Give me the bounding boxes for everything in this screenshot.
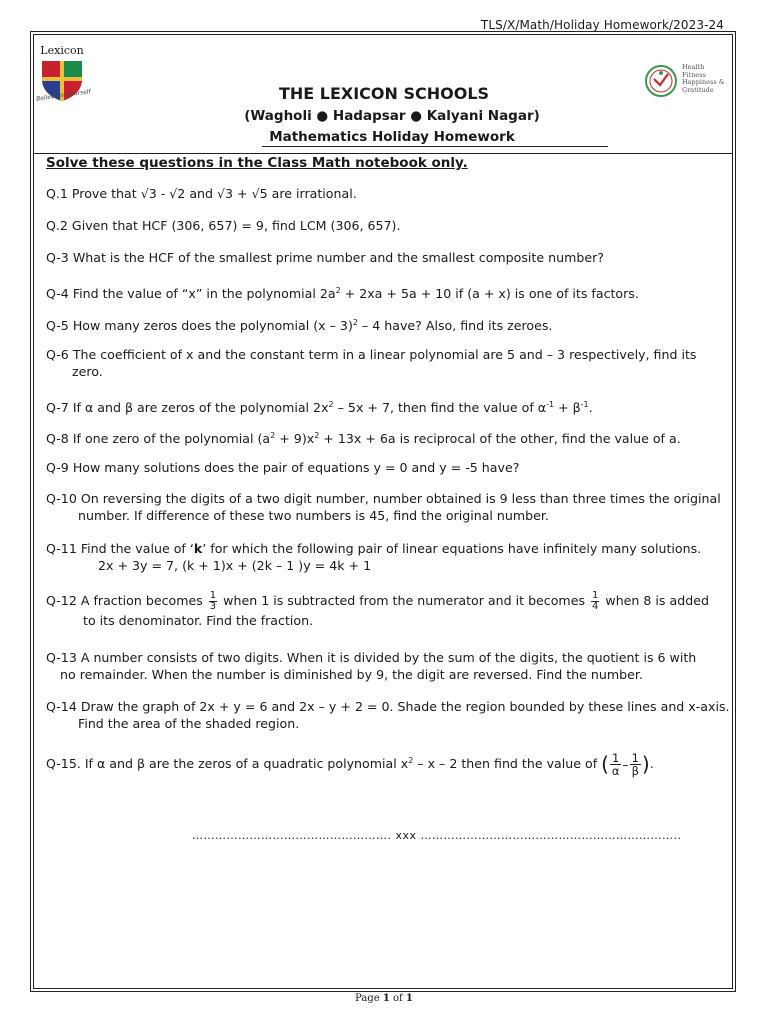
question-7: Q-7 If α and β are zeros of the polynomial $2x^2 - 5x + 7$, then find the value of $\alpha^{-1} + \beta^{-1}$. xyxy=(46,400,593,416)
fraction-one-over-beta: $\frac{1}{\beta}$ xyxy=(631,751,639,779)
school-branches: (Wagholi ● Hadapsar ● Kalyani Nagar) xyxy=(244,108,540,124)
wellness-badge-text: Health Fitness Happiness & Gratitude xyxy=(682,63,725,94)
question-10: Q-10 On reversing the digits of a two digit number, number obtained is 9 less than three times the original number. If difference of these two numbers is 45, find the original number. xyxy=(46,491,721,523)
question-14: Q-14 Draw the graph of 2x + y = 6 and 2x – y + 2 = 0. Shade the region bounded by these lines and x-axis. Find the area of the shaded region. xyxy=(46,699,730,731)
question-11: Q-11 Find the value of ‘k’ for which the following pair of linear equations have infinitely many solutions. 2x + 3y = 7, (k + 1)x + (2k – 1 )y = 4k + 1 xyxy=(46,541,702,573)
question-5: Q-5 How many zeros does the polynomial (x – 3)$^2$ – 4 have? Also, find its zeroes. xyxy=(46,318,553,334)
document-reference-code: TLS/X/Math/Holiday Homework/2023-24 xyxy=(480,18,724,32)
fraction-one-fourth: $\frac{1}{4}$ xyxy=(592,590,599,612)
logo-wordmark: Lexicon xyxy=(40,44,84,57)
question-2: Q.2 Given that HCF (306, 657) = 9, find LCM (306, 657). xyxy=(46,218,401,233)
page-footer: Page 1 of 1 xyxy=(355,993,413,1004)
header-divider xyxy=(34,153,732,154)
question-1: Q.1 Prove that √3 - √2 and √3 + √5 are irrational. xyxy=(46,186,357,201)
question-9: Q-9 How many solutions does the pair of equations y = 0 and y = -5 have? xyxy=(46,460,520,475)
school-name: THE LEXICON SCHOOLS xyxy=(278,84,490,103)
question-6: Q-6 The coefficient of x and the constant term in a linear polynomial are 5 and – 3 respectively, find its zero. xyxy=(46,347,697,379)
title-underline xyxy=(262,146,608,147)
fraction-one-third: $\frac{1}{3}$ xyxy=(209,590,217,612)
instruction-text: Solve these questions in the Class Math notebook only. xyxy=(46,155,468,171)
logo-motto: Believe in Yourself xyxy=(35,88,92,103)
question-8: Q-8 If one zero of the polynomial $(a^2 + 9)x^2 + 13x + 6a$ is reciprocal of the other, find the value of a. xyxy=(46,431,681,447)
question-15: Q-15. If α and β are the zeros of a quadratic polynomial $x^2$ – x – 2 then find the value of ( $\frac{1}{\alpha}-$ $\frac{1}{\beta}$). xyxy=(46,751,654,779)
question-13: Q-13 A number consists of two digits. When it is divided by the sum of the digits, the quotient is 6 with no remainder. When the number is diminished by 9, the digit are reversed. Find the number. xyxy=(46,650,697,682)
question-3: Q-3 What is the HCF of the smallest prime number and the smallest composite number? xyxy=(46,250,604,265)
question-4: Q-4 Find the value of “x” in the polynomial $2a^2 + 2xa + 5a + 10$ if (a + x) is one of its factors. xyxy=(46,286,639,302)
fraction-one-over-alpha: $\frac{1}{\alpha}$ xyxy=(611,751,620,779)
question-12: Q-12 A fraction becomes $\frac{1}{3}$ when 1 is subtracted from the numerator and it becomes $\frac{1}{4}$ when 8 is added to its denominator. Find the fraction. xyxy=(46,590,709,628)
homework-title: Mathematics Holiday Homework xyxy=(269,129,515,145)
end-of-paper-marker: ……………………………………………. xxx ………………………………………………………….. xyxy=(192,829,682,842)
